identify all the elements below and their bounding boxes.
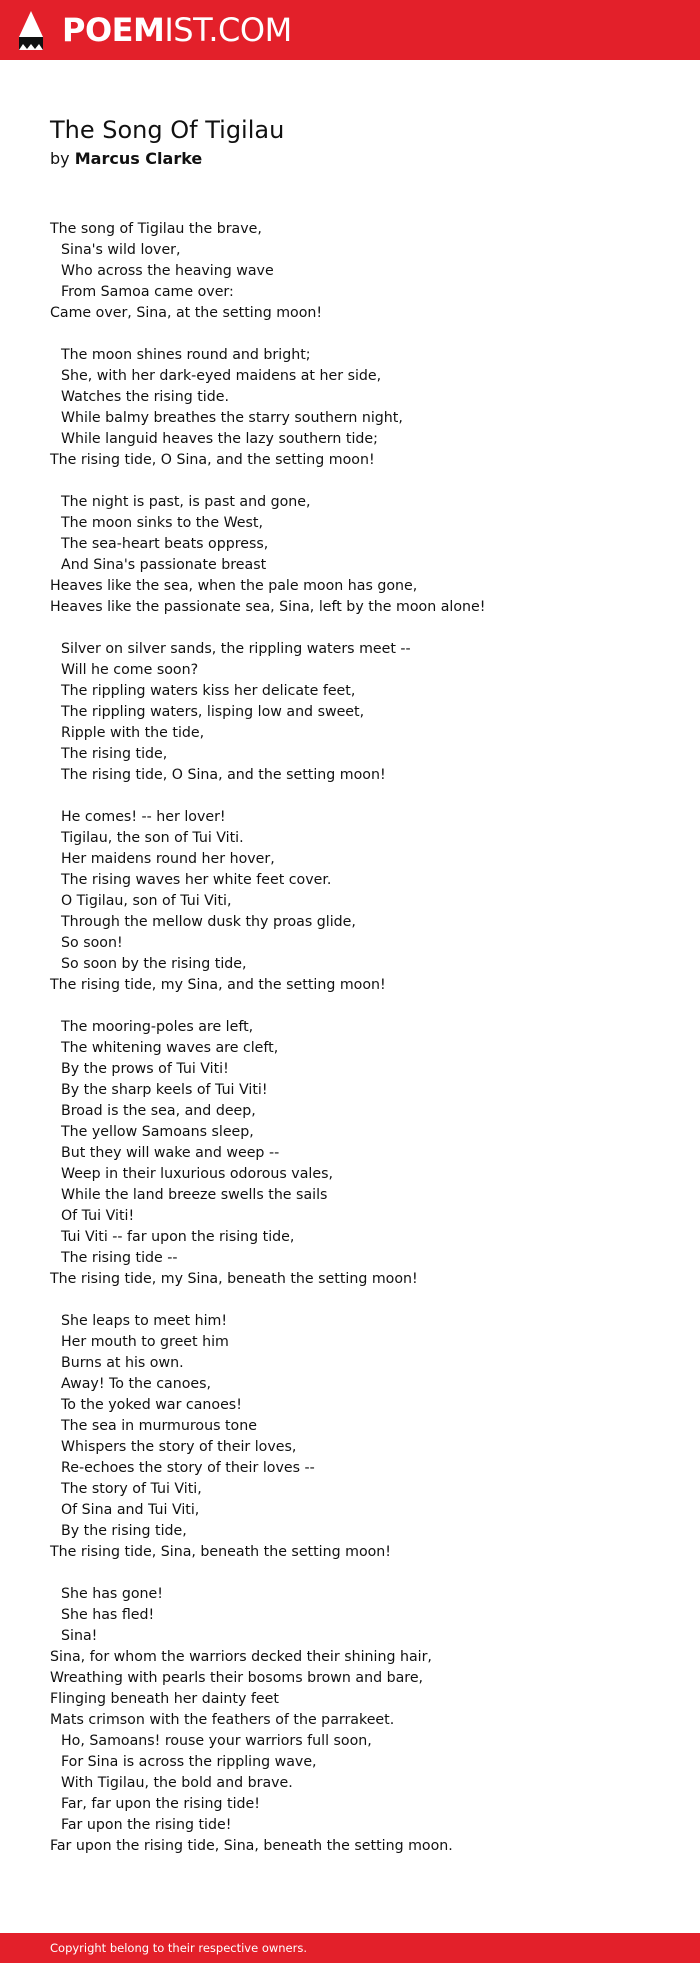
poem-stanza: [50, 492, 670, 618]
poem-line: Far upon the rising tide!: [61, 1817, 232, 1833]
poem-line: The rising tide, my Sina, and the setting moon!: [50, 977, 386, 993]
poem-line: He comes! -- her lover!: [61, 809, 226, 825]
poem-line: By the prows of Tui Viti!: [61, 1061, 229, 1077]
poem-line: The rising tide,: [61, 746, 168, 762]
poem-stanza: [50, 345, 670, 471]
poem-line: Heaves like the passionate sea, Sina, left by the moon alone!: [50, 599, 486, 615]
poem-line: While the land breeze swells the sails: [61, 1187, 328, 1203]
poem-line: Flinging beneath her dainty feet: [50, 1691, 279, 1707]
poem-line: Mats crimson with the feathers of the parrakeet.: [50, 1712, 395, 1728]
poem-line: While languid heaves the lazy southern tide;: [61, 431, 378, 447]
poem-line: Broad is the sea, and deep,: [61, 1103, 256, 1119]
poem-line: Through the mellow dusk thy proas glide,: [61, 914, 356, 930]
poem-line: Watches the rising tide.: [61, 389, 229, 405]
poem-line: Tui Viti -- far upon the rising tide,: [61, 1229, 295, 1245]
pen-nib-icon[interactable]: [18, 11, 44, 51]
poem-line: Of Sina and Tui Viti,: [61, 1502, 200, 1518]
site-header: [0, 0, 700, 60]
poem-line: She leaps to meet him!: [61, 1313, 228, 1329]
byline: [50, 148, 202, 170]
poem-line: With Tigilau, the bold and brave.: [61, 1775, 293, 1791]
poem-line: Ho, Samoans! rouse your warriors full soon,: [61, 1733, 372, 1749]
poem-line: Sina's wild lover,: [61, 242, 181, 258]
brand-bold: POEM: [62, 11, 165, 49]
poem-line: The rising tide, O Sina, and the setting moon!: [50, 452, 375, 468]
poem-line: The whitening waves are cleft,: [61, 1040, 279, 1056]
poem-line: And Sina's passionate breast: [61, 557, 267, 573]
poem-line: So soon!: [61, 935, 123, 951]
poem-line: Ripple with the tide,: [61, 725, 205, 741]
poem-line: The rippling waters kiss her delicate feet,: [61, 683, 356, 699]
poem-stanza: [50, 1584, 670, 1857]
by-label: by: [50, 149, 70, 168]
poem-line: The yellow Samoans sleep,: [61, 1124, 254, 1140]
poem-line: Wreathing with pearls their bosoms brown and bare,: [50, 1670, 424, 1686]
brand-light: IST.COM: [164, 11, 292, 49]
poem-line: Her maidens round her hover,: [61, 851, 275, 867]
poem-stanza: [50, 1017, 670, 1290]
poem-line: The rising tide, O Sina, and the setting moon!: [61, 767, 386, 783]
poem-stanza: [50, 1311, 670, 1563]
poem-line: The sea-heart beats oppress,: [61, 536, 269, 552]
poem-line: Sina, for whom the warriors decked their shining hair,: [50, 1649, 432, 1665]
poem-line: The mooring-poles are left,: [61, 1019, 254, 1035]
poem-line: Sina!: [61, 1628, 98, 1644]
poem-stanza: [50, 639, 670, 786]
poem-line: The story of Tui Viti,: [61, 1481, 202, 1497]
poem-line: Of Tui Viti!: [61, 1208, 135, 1224]
poem-line: Will he come soon?: [61, 662, 199, 678]
poem-line: She has gone!: [61, 1586, 163, 1602]
poem-line: The moon sinks to the West,: [61, 515, 263, 531]
poem-line: Tigilau, the son of Tui Viti.: [61, 830, 244, 846]
poem-line: While balmy breathes the starry southern night,: [61, 410, 403, 426]
poem-line: Who across the heaving wave: [61, 263, 274, 279]
poem-line: From Samoa came over:: [61, 284, 234, 300]
site-logo[interactable]: [62, 12, 292, 48]
poem-line: Re-echoes the story of their loves --: [61, 1460, 315, 1476]
poem-line: Heaves like the sea, when the pale moon has gone,: [50, 578, 418, 594]
poem-line: The rising tide, Sina, beneath the setting moon!: [50, 1544, 391, 1560]
poem-line: Came over, Sina, at the setting moon!: [50, 305, 323, 321]
poem-body: [50, 219, 670, 1878]
poem-line: Away! To the canoes,: [61, 1376, 212, 1392]
poem-line: Weep in their luxurious odorous vales,: [61, 1166, 333, 1182]
poem-title: The Song Of Tigilau: [50, 116, 285, 144]
poem-line: Silver on silver sands, the rippling waters meet --: [61, 641, 411, 657]
poem-line: The rising tide --: [61, 1250, 178, 1266]
poem-stanza: [50, 219, 670, 324]
poem-line: Far, far upon the rising tide!: [61, 1796, 260, 1812]
poem-line: She has fled!: [61, 1607, 155, 1623]
poem-line: Whispers the story of their loves,: [61, 1439, 297, 1455]
site-footer: [0, 1933, 700, 1963]
poem-line: Her mouth to greet him: [61, 1334, 229, 1350]
poem-line: The rippling waters, lisping low and sweet,: [61, 704, 365, 720]
poem-line: The song of Tigilau the brave,: [50, 221, 262, 237]
poem-line: By the rising tide,: [61, 1523, 187, 1539]
poem-line: She, with her dark-eyed maidens at her side,: [61, 368, 382, 384]
author-name[interactable]: Marcus Clarke: [74, 149, 203, 168]
poem-line: Burns at his own.: [61, 1355, 184, 1371]
poem-line: The sea in murmurous tone: [61, 1418, 257, 1434]
poem-line: By the sharp keels of Tui Viti!: [61, 1082, 268, 1098]
poem-line: But they will wake and weep --: [61, 1145, 280, 1161]
poem-stanza: [50, 807, 670, 996]
poem-line: So soon by the rising tide,: [61, 956, 247, 972]
copyright-text: Copyright belong to their respective owners.: [50, 1941, 308, 1955]
poem-line: Far upon the rising tide, Sina, beneath the setting moon.: [50, 1838, 453, 1854]
poem-line: The rising waves her white feet cover.: [61, 872, 332, 888]
poem-line: The rising tide, my Sina, beneath the setting moon!: [50, 1271, 418, 1287]
poem-line: The night is past, is past and gone,: [61, 494, 311, 510]
poem-line: To the yoked war canoes!: [61, 1397, 242, 1413]
poem-line: For Sina is across the rippling wave,: [61, 1754, 317, 1770]
poem-line: O Tigilau, son of Tui Viti,: [61, 893, 232, 909]
poem-line: The moon shines round and bright;: [61, 347, 311, 363]
